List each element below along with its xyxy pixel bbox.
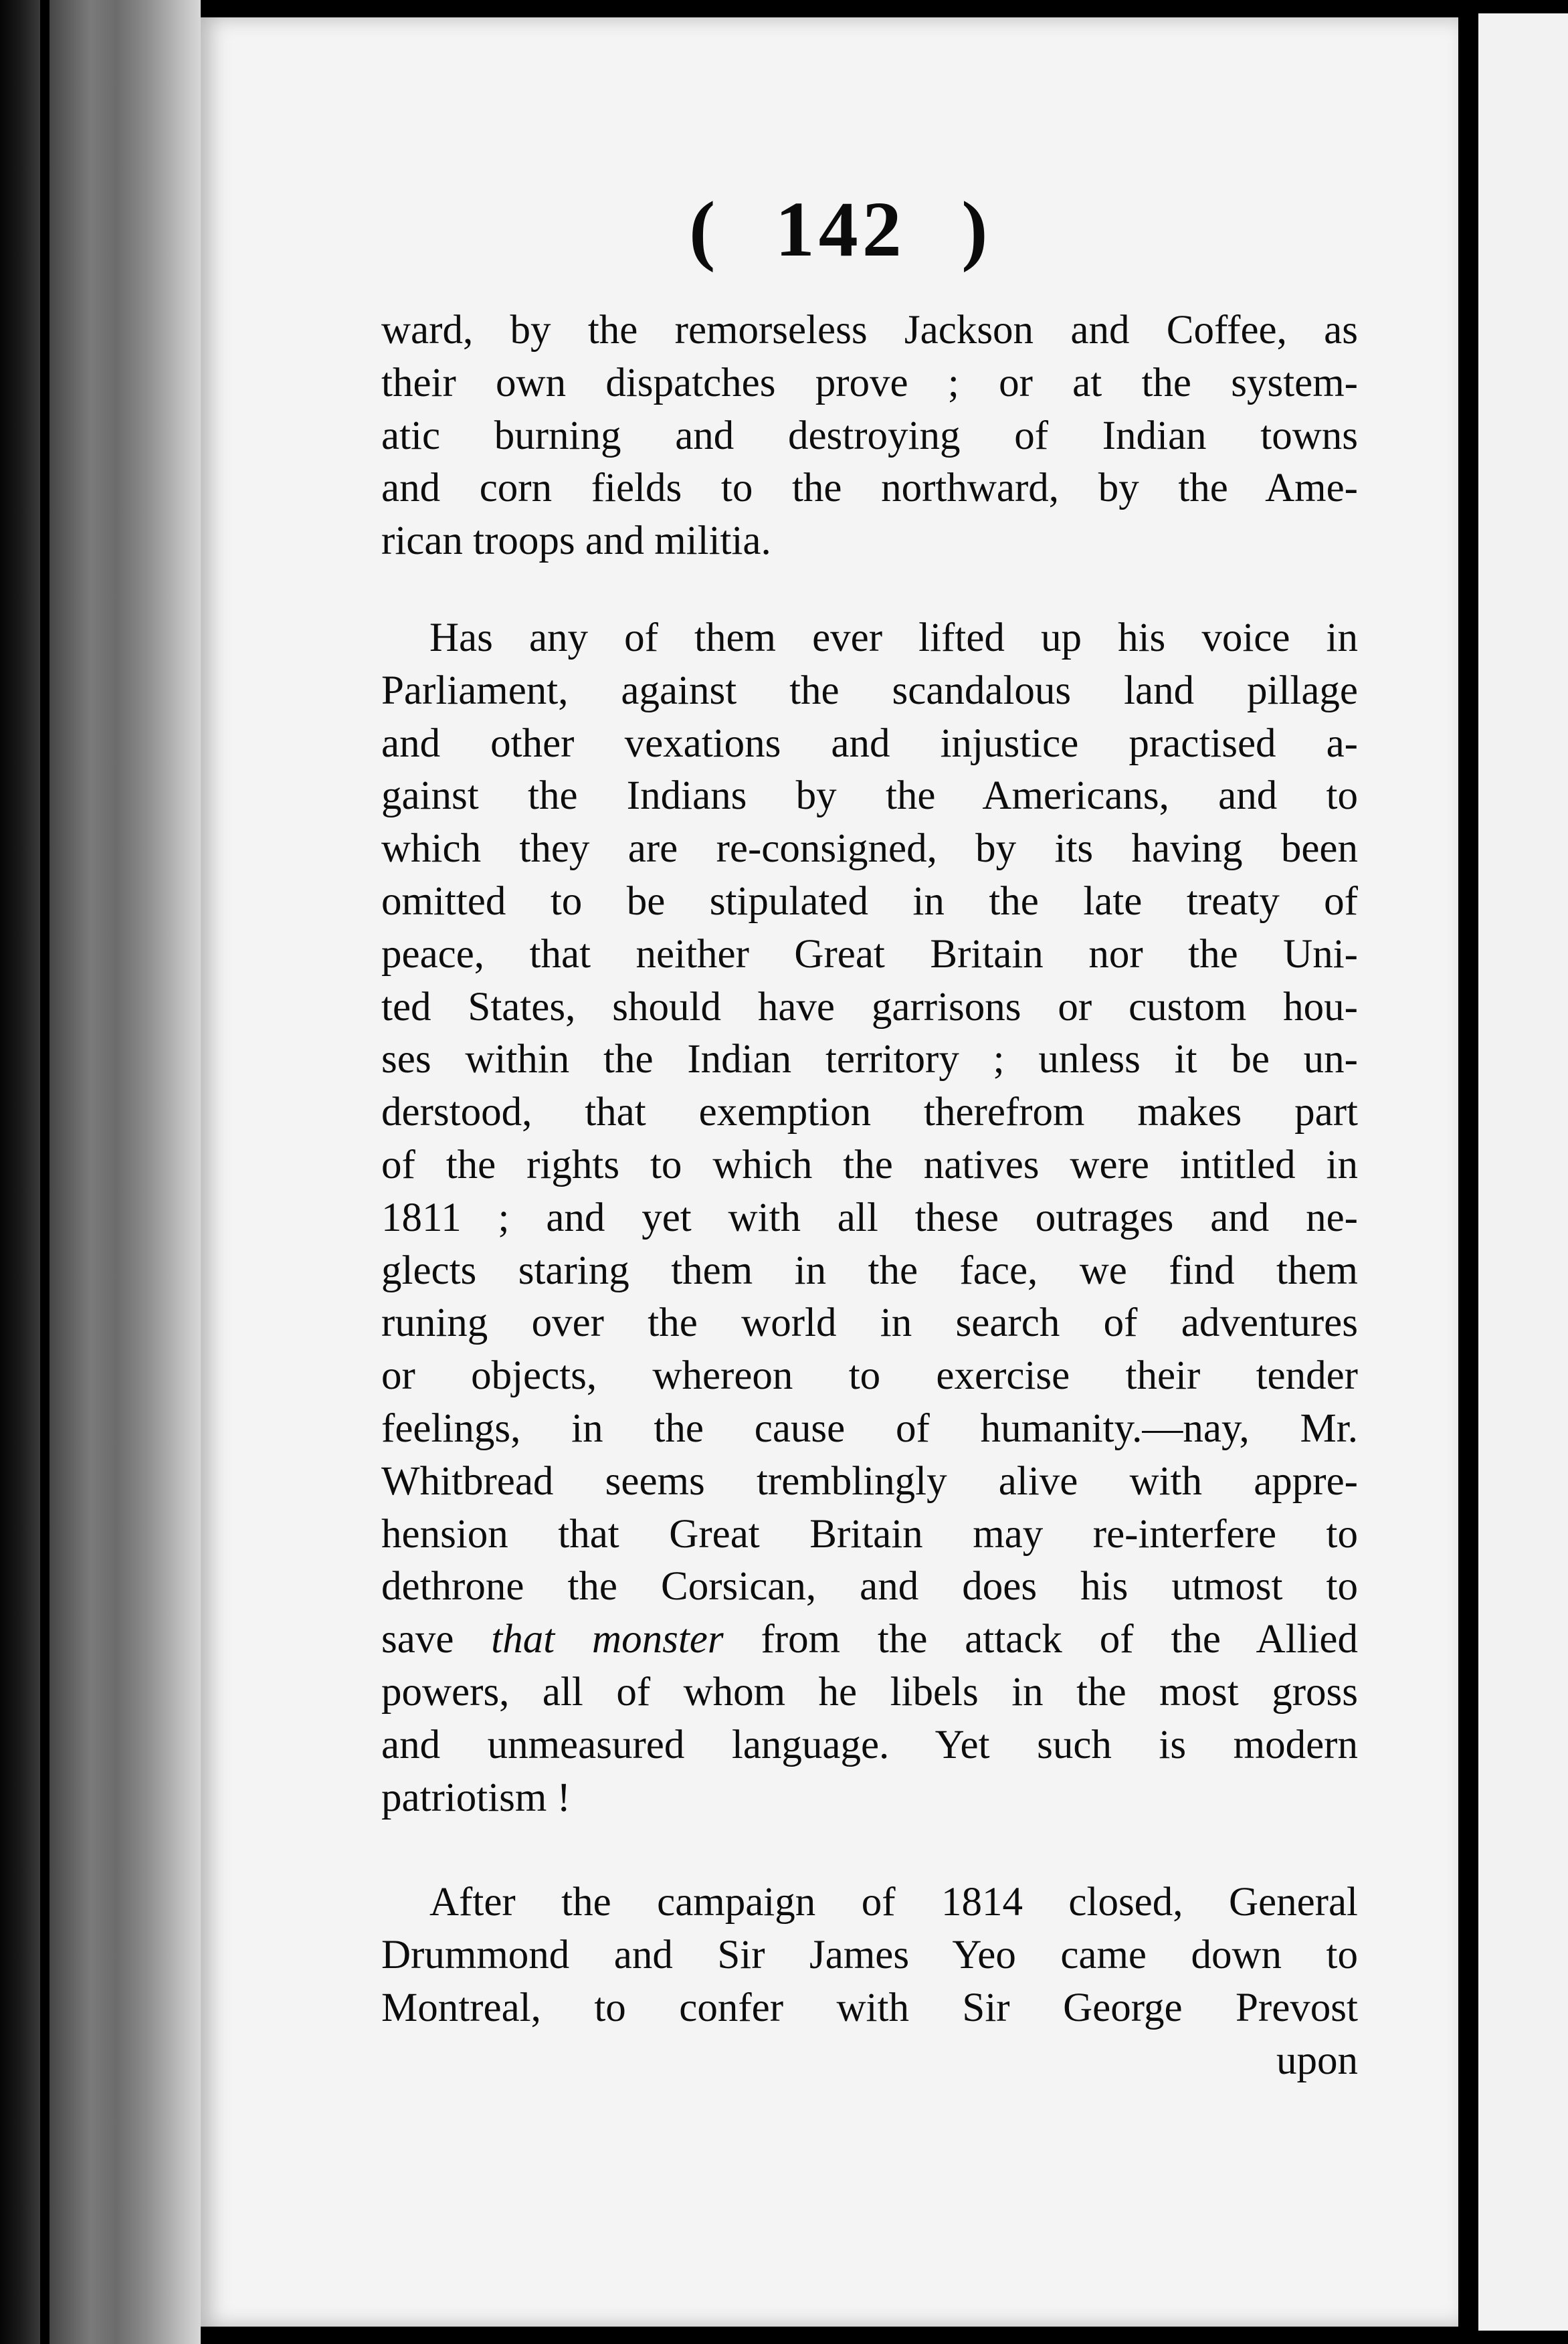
book-spine [0,0,201,2344]
text-line: and other vexations and injustice practised a- [381,720,1358,766]
text-line: dethrone the Corsican, and does his utmost to [381,1564,1358,1609]
page-number: ( 142 ) [689,185,992,273]
text-line: Montreal, to confer with Sir George Prevost [381,1985,1358,2030]
text-line: runing over the world in search of adventures [381,1300,1358,1346]
text-line-with-italic [381,1614,1358,1666]
paragraph-gap [381,1824,1358,1876]
text-line: Parliament, against the scandalous land pillage [381,668,1358,713]
text-line: patriotism ! [381,1775,571,1820]
text-line: 1811 ; and yet with all these outrages and ne- [381,1195,1358,1240]
text-segment: from the attack of the Allied [723,1617,1358,1662]
text-line: peace, that neither Great Britain nor the Uni- [381,931,1358,977]
text-line: hension that Great Britain may re-interfere to [381,1511,1358,1557]
text-line: Drummond and Sir James Yeo came down to [381,1933,1358,1978]
facing-page-edge [1478,13,1568,2331]
text-line: which they are re-consigned, by its having been [381,826,1358,872]
text-segment: save [381,1617,492,1662]
text-line: Has any of them ever lifted up his voice in [429,615,1358,660]
text-line: omitted to be stipulated in the late treaty of [381,878,1358,924]
paragraph-gap [381,568,1358,612]
text-line: ses within the Indian territory ; unless it be un- [381,1037,1358,1082]
text-line: ward, by the remorseless Jackson and Coffee, as [381,308,1358,353]
text-line: feelings, in the cause of humanity.—nay, Mr. [381,1405,1358,1451]
text-line: rican troops and militia. [381,518,771,564]
text-line: atic burning and destroying of Indian towns [381,413,1358,458]
text-line: of the rights to which the natives were intitled in [381,1142,1358,1187]
text-line: Whitbread seems tremblingly alive with appre- [381,1458,1358,1504]
text-line: powers, all of whom he libels in the most gross [381,1669,1358,1715]
text-line: ted States, should have garrisons or custom hou- [381,984,1358,1030]
text-line: derstood, that exemption therefrom makes part [381,1090,1358,1135]
text-line: and unmeasured language. Yet such is modern [381,1722,1358,1767]
text-line: their own dispatches prove ; or at the system- [381,360,1358,405]
text-line: After the campaign of 1814 closed, General [429,1880,1358,1925]
catchword: upon [1276,2038,1358,2083]
text-line: gainst the Indians by the Americans, and to [381,773,1358,819]
page-text [381,304,1358,2088]
text-line: or objects, whereon to exercise their tender [381,1353,1358,1399]
spine-edge [40,0,50,2344]
text-line: glects staring them in the face, we find them [381,1248,1358,1293]
text-line: and corn fields to the northward, by the Ame- [381,466,1358,511]
italic-phrase: that monster [491,1617,724,1662]
